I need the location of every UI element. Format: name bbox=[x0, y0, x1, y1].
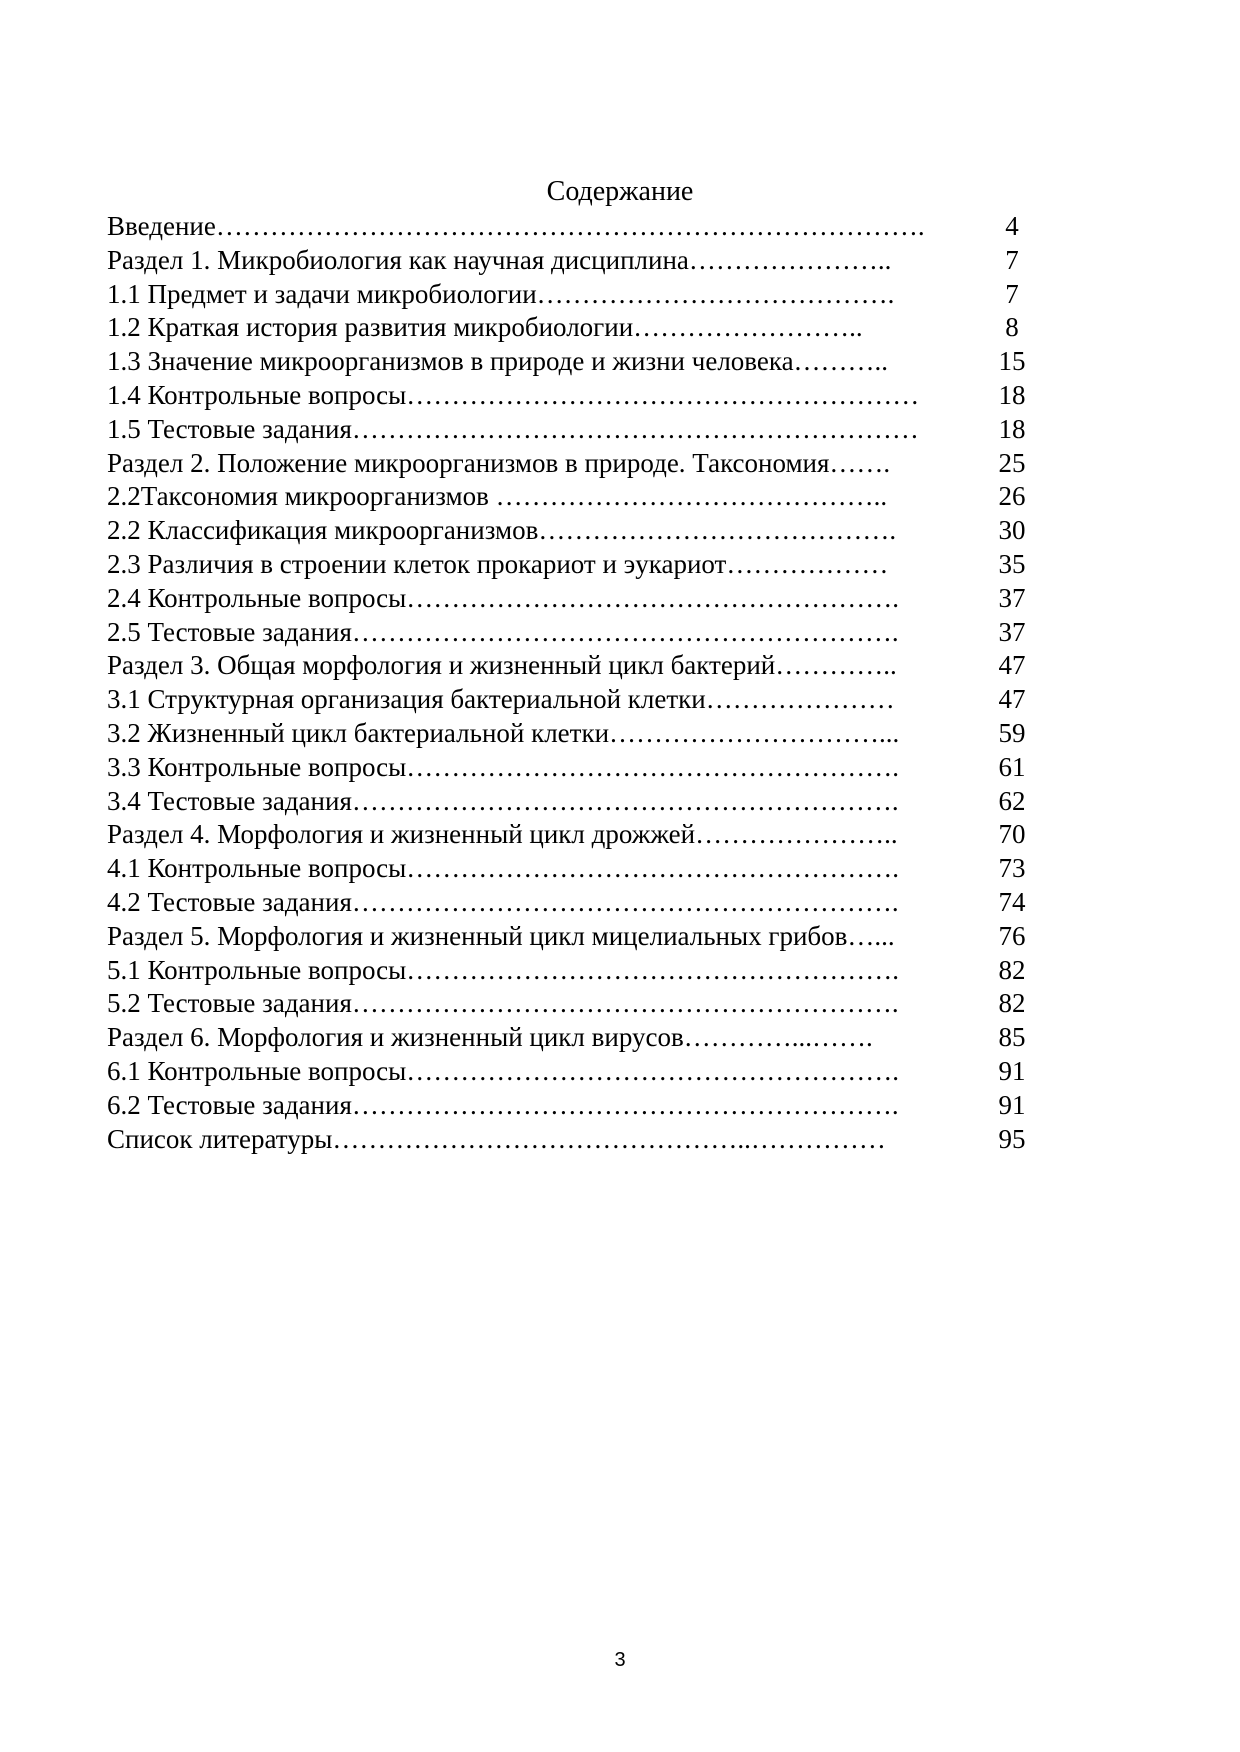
toc-entry-page: 30 bbox=[998, 515, 1026, 546]
toc-entry-text: 2.2 Классификация микроорганизмов…………………………………. bbox=[107, 515, 897, 546]
toc-entry bbox=[107, 649, 1037, 683]
toc-entry-page: 82 bbox=[998, 954, 1026, 985]
toc-entry-text: 3.4 Тестовые задания……………………………………………………. bbox=[107, 785, 899, 816]
toc-list bbox=[107, 210, 1037, 1156]
toc-entry-page: 8 bbox=[1005, 312, 1019, 343]
toc-entry bbox=[107, 278, 1037, 312]
toc-entry-text: 2.5 Тестовые задания……………………………………………………. bbox=[107, 616, 899, 647]
toc-entry-page: 15 bbox=[998, 346, 1026, 377]
toc-entry bbox=[107, 244, 1037, 278]
toc-entry-text: Раздел 5. Морфология и жизненный цикл мицелиальных грибов…... bbox=[107, 920, 895, 951]
toc-entry-text: 5.1 Контрольные вопросы………………………………………………. bbox=[107, 954, 900, 985]
toc-entry-text: Раздел 4. Морфология и жизненный цикл дрожжей………………….. bbox=[107, 819, 898, 850]
toc-entry-text: 6.2 Тестовые задания……………………………………………………. bbox=[107, 1089, 899, 1120]
toc-entry-page: 26 bbox=[998, 481, 1026, 512]
toc-entry bbox=[107, 210, 1037, 244]
toc-entry bbox=[107, 717, 1037, 751]
toc-entry-text: 1.4 Контрольные вопросы………………………………………………… bbox=[107, 379, 920, 410]
toc-entry bbox=[107, 1021, 1037, 1055]
toc-entry bbox=[107, 480, 1037, 514]
toc-entry bbox=[107, 616, 1037, 650]
toc-entry-page: 18 bbox=[998, 379, 1026, 410]
toc-entry-page: 62 bbox=[998, 785, 1026, 816]
toc-entry-page: 7 bbox=[1005, 244, 1019, 275]
toc-entry bbox=[107, 785, 1037, 819]
toc-entry-page: 47 bbox=[998, 684, 1026, 715]
toc-entry-page: 37 bbox=[998, 616, 1026, 647]
toc-entry-text: 1.2 Краткая история развития микробиологии…………………….. bbox=[107, 312, 863, 343]
toc-entry bbox=[107, 345, 1037, 379]
toc-entry-page: 74 bbox=[998, 886, 1026, 917]
toc-entry-page: 7 bbox=[1005, 278, 1019, 309]
toc-entry bbox=[107, 920, 1037, 954]
toc-entry-page: 59 bbox=[998, 717, 1026, 748]
toc-entry bbox=[107, 514, 1037, 548]
toc-entry-text: 4.2 Тестовые задания……………………………………………………. bbox=[107, 886, 899, 917]
toc-entry-text: 2.4 Контрольные вопросы………………………………………………. bbox=[107, 582, 900, 613]
toc-entry-text: Список литературы………………………………………..…………… bbox=[107, 1123, 886, 1154]
toc-entry-text: 3.2 Жизненный цикл бактериальной клетки…………………………... bbox=[107, 717, 900, 748]
toc-entry-text: 1.3 Значение микроорганизмов в природе и жизни человека……….. bbox=[107, 346, 889, 377]
toc-entry bbox=[107, 548, 1037, 582]
toc-entry bbox=[107, 311, 1037, 345]
toc-entry-text: Раздел 2. Положение микроорганизмов в природе. Таксономия……. bbox=[107, 447, 891, 478]
toc-entry-text: Раздел 3. Общая морфология и жизненный цикл бактерий………….. bbox=[107, 650, 897, 681]
toc-entry-text: Раздел 6. Морфология и жизненный цикл вирусов…………...……. bbox=[107, 1022, 873, 1053]
toc-entry bbox=[107, 379, 1037, 413]
toc-entry bbox=[107, 852, 1037, 886]
page-number: 3 bbox=[614, 1649, 626, 1671]
toc-entry-page: 70 bbox=[998, 819, 1026, 850]
toc-entry-text: 4.1 Контрольные вопросы………………………………………………. bbox=[107, 853, 900, 884]
toc-entry-page: 61 bbox=[998, 751, 1026, 782]
toc-entry-text: 1.5 Тестовые задания……………………………………………………… bbox=[107, 413, 919, 444]
toc-entry-page: 91 bbox=[998, 1055, 1026, 1086]
toc-entry bbox=[107, 818, 1037, 852]
toc-entry-text: 2.2Таксономия микроорганизмов …………………………………….. bbox=[107, 481, 888, 512]
toc-entry-page: 37 bbox=[998, 582, 1026, 613]
toc-entry bbox=[107, 582, 1037, 616]
toc-entry-text: 5.2 Тестовые задания……………………………………………………. bbox=[107, 988, 899, 1019]
toc-entry-page: 85 bbox=[998, 1022, 1026, 1053]
toc-entry-page: 25 bbox=[998, 447, 1026, 478]
toc-entry-text: 3.1 Структурная организация бактериальной клетки………………… bbox=[107, 684, 895, 715]
toc-entry-page: 47 bbox=[998, 650, 1026, 681]
toc-entry bbox=[107, 954, 1037, 988]
toc-entry-page: 18 bbox=[998, 413, 1026, 444]
toc-entry bbox=[107, 1055, 1037, 1089]
toc-entry bbox=[107, 1123, 1037, 1157]
toc-entry-page: 35 bbox=[998, 548, 1026, 579]
toc-entry bbox=[107, 886, 1037, 920]
toc-entry bbox=[107, 447, 1037, 481]
toc-entry bbox=[107, 683, 1037, 717]
toc-entry-page: 73 bbox=[998, 853, 1026, 884]
toc-entry-text: 3.3 Контрольные вопросы………………………………………………. bbox=[107, 751, 900, 782]
toc-entry-text: 6.1 Контрольные вопросы………………………………………………. bbox=[107, 1055, 900, 1086]
toc-entry bbox=[107, 1089, 1037, 1123]
toc-title: Содержание bbox=[546, 176, 694, 207]
toc-entry bbox=[107, 751, 1037, 785]
toc-entry-page: 95 bbox=[998, 1123, 1026, 1154]
toc-entry-text: Введение……………………………………………………………………. bbox=[107, 211, 925, 241]
toc-entry-page: 91 bbox=[998, 1089, 1026, 1120]
toc-entry-page: 4 bbox=[1005, 211, 1019, 241]
toc-entry-text: Раздел 1. Микробиология как научная дисциплина………………….. bbox=[107, 244, 892, 275]
toc-entry-text: 1.1 Предмет и задачи микробиологии…………………………………. bbox=[107, 278, 895, 309]
toc-entry bbox=[107, 987, 1037, 1021]
toc-entry-page: 76 bbox=[998, 920, 1026, 951]
toc-entry-page: 82 bbox=[998, 988, 1026, 1019]
toc-entry bbox=[107, 413, 1037, 447]
toc-entry-text: 2.3 Различия в строении клеток прокариот и эукариот……………… bbox=[107, 548, 889, 579]
